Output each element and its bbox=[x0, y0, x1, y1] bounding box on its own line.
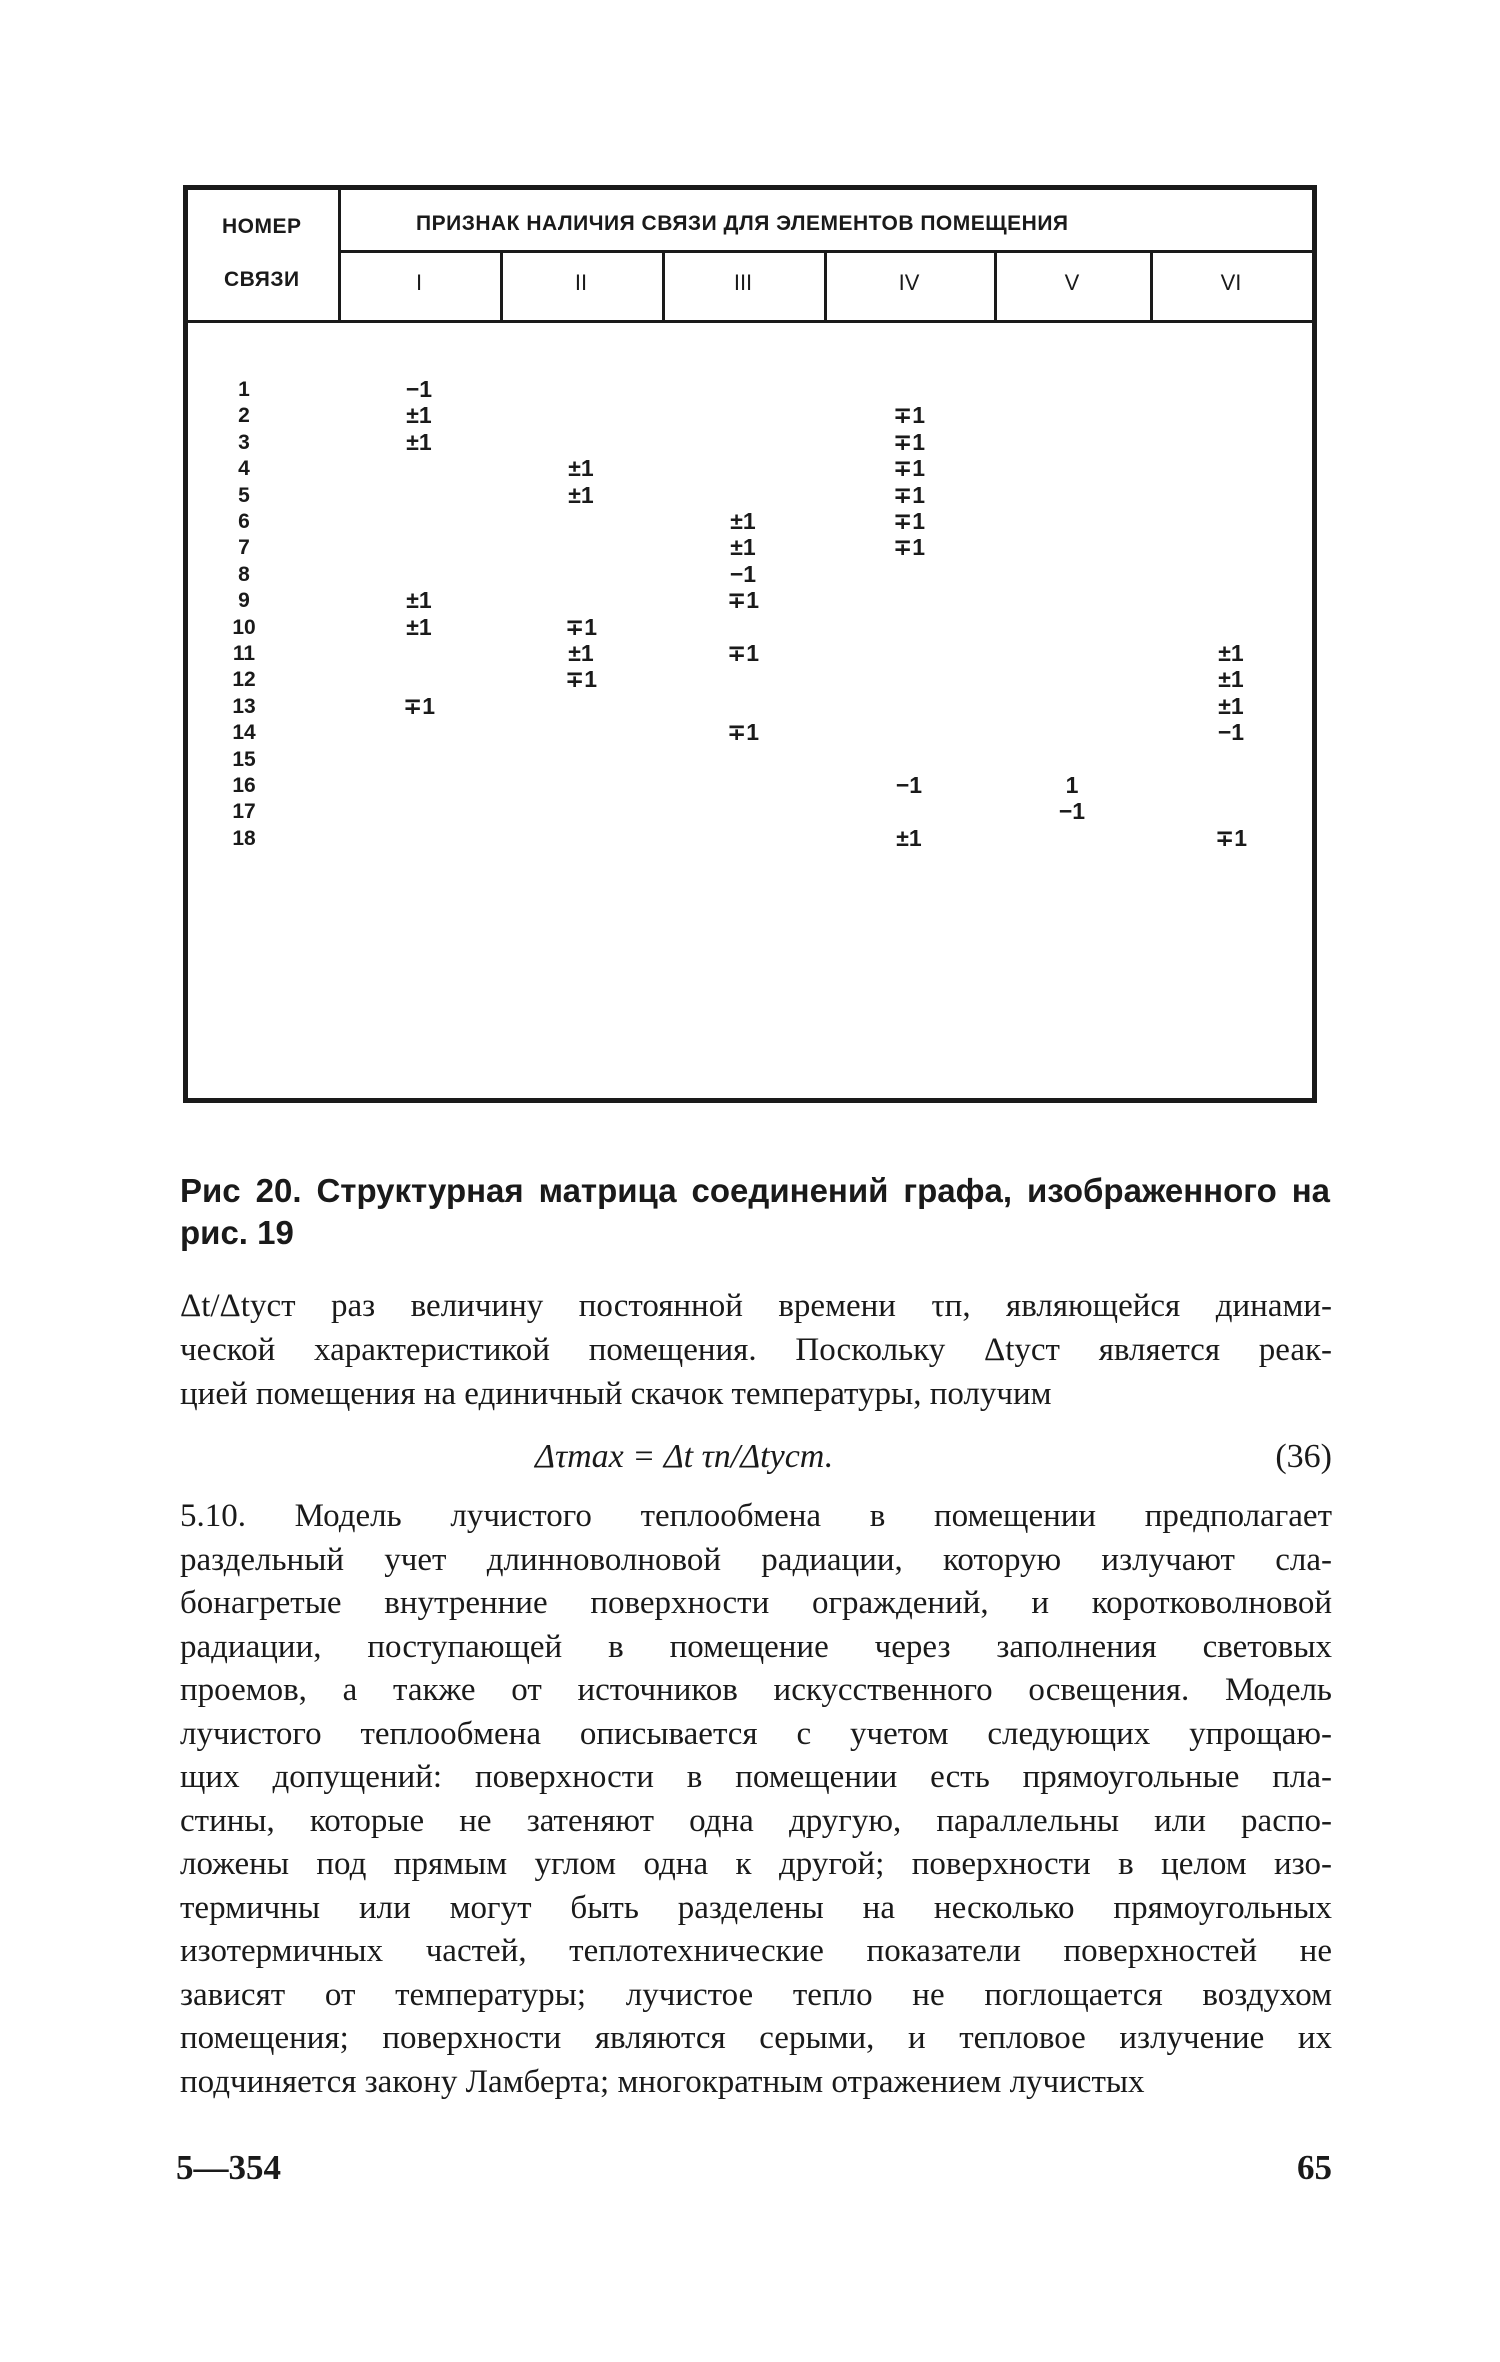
column-header: VI bbox=[1220, 270, 1242, 295]
header-main: ПРИЗНАК НАЛИЧИЯ СВЯЗИ ДЛЯ ЭЛЕМЕНТОВ ПОМЕЩЕНИЯ bbox=[416, 212, 1069, 235]
matrix-cell: ∓1 bbox=[726, 719, 760, 746]
row-number: 15 bbox=[232, 747, 256, 771]
row-number: 18 bbox=[232, 826, 256, 850]
matrix-cell: −1 bbox=[1217, 719, 1245, 746]
matrix-cell: −1 bbox=[729, 560, 757, 587]
matrix-cell: ∓1 bbox=[726, 640, 760, 666]
matrix-cell: ±1 bbox=[730, 508, 756, 534]
column-header: I bbox=[415, 270, 423, 295]
row-number: 4 bbox=[238, 457, 250, 481]
row-number: 8 bbox=[238, 562, 250, 586]
row-number: 11 bbox=[232, 642, 256, 665]
matrix-cell: ∓1 bbox=[726, 587, 760, 614]
text-line: проемов, а также от источников искусственного освещения. Модель bbox=[180, 1672, 1332, 1708]
matrix-cell: ±1 bbox=[406, 613, 432, 640]
column-header: V bbox=[1064, 270, 1080, 295]
row-number: 9 bbox=[238, 589, 250, 613]
row-number: 2 bbox=[238, 404, 250, 428]
text-line: бонагретые внутренние поверхности ограждений, и коротковолновой bbox=[180, 1585, 1332, 1621]
connection-matrix-table bbox=[183, 185, 1317, 1103]
formula-number: (36) bbox=[1275, 1438, 1332, 1475]
matrix-cell: ±1 bbox=[406, 587, 432, 614]
matrix-cell: −1 bbox=[895, 772, 923, 798]
text-line: ложены под прямым углом одна к другой; поверхности в целом изо- bbox=[180, 1846, 1332, 1882]
row-number: 3 bbox=[238, 430, 250, 454]
matrix-cell: ±1 bbox=[1218, 666, 1244, 693]
text-line: радиации, поступающей в помещение через заполнения световых bbox=[180, 1628, 1332, 1665]
column-header: III bbox=[733, 270, 753, 295]
row-number: 5 bbox=[238, 483, 250, 507]
row-number: 14 bbox=[232, 721, 256, 745]
row-number: 12 bbox=[232, 668, 256, 692]
text-line: раздельный учет длинноволновой радиации, которую излучают сла- bbox=[180, 1541, 1332, 1578]
text-line: 5.10. Модель лучистого теплообмена в помещении предполагает bbox=[180, 1498, 1332, 1534]
matrix-cell: 1 bbox=[1065, 772, 1079, 798]
text-line: лучистого теплообмена описывается с учетом следующих упрощаю- bbox=[180, 1715, 1332, 1752]
column-header: II bbox=[574, 270, 588, 295]
matrix-cell: ∓1 bbox=[564, 666, 598, 693]
text-line: зависят от температуры; лучистое тепло не поглощается воздухом bbox=[180, 1976, 1332, 2013]
row-number: 16 bbox=[232, 774, 256, 797]
matrix-cell: ±1 bbox=[568, 455, 594, 482]
matrix-cell: ∓1 bbox=[564, 613, 598, 640]
matrix-cell: −1 bbox=[405, 376, 433, 402]
text-line: термичны или могут быть разделены на несколько прямоугольных bbox=[180, 1889, 1332, 1926]
text-line: изотермичных частей, теплотехнические показатели поверхностей не bbox=[180, 1933, 1332, 1969]
header-number-line1: НОМЕР bbox=[222, 215, 302, 238]
text-line: цией помещения на единичный скачок температуры, получим bbox=[180, 1376, 1052, 1412]
matrix-cell: ±1 bbox=[568, 481, 594, 508]
matrix-cell: ±1 bbox=[730, 534, 756, 561]
row-number: 1 bbox=[238, 378, 250, 401]
page-number: 65 bbox=[1297, 2148, 1332, 2187]
text-line: помещения; поверхности являются серыми, и тепловое излучение их bbox=[180, 2020, 1332, 2056]
row-number: 13 bbox=[232, 694, 256, 718]
row-number: 6 bbox=[238, 510, 250, 533]
row-number: 7 bbox=[238, 536, 250, 560]
matrix-cell: ∓1 bbox=[402, 692, 436, 719]
matrix-cell: ±1 bbox=[568, 640, 594, 666]
row-number: 17 bbox=[232, 800, 256, 824]
matrix-cell: ∓1 bbox=[892, 428, 926, 455]
text-line: ческой характеристикой помещения. Поскольку Δtуст является реак- bbox=[180, 1332, 1332, 1368]
text-line: подчиняется закону Ламберта; многократным отражением лучистых bbox=[180, 2063, 1145, 2100]
matrix-cell: −1 bbox=[1058, 798, 1086, 825]
signature-mark: 5—354 bbox=[176, 2148, 281, 2187]
text-line: щих допущений: поверхности в помещении есть прямоугольные пла- bbox=[180, 1759, 1332, 1795]
matrix-cell: ∓1 bbox=[892, 534, 926, 561]
formula-36: Δτmax = Δt τп/Δtуст. bbox=[535, 1438, 834, 1475]
matrix-cell: ±1 bbox=[406, 402, 432, 429]
matrix-cell: ±1 bbox=[896, 824, 922, 851]
matrix-cell: ∓1 bbox=[892, 455, 926, 482]
matrix-cell: ∓1 bbox=[1214, 824, 1248, 851]
header-number-line2: СВЯЗИ bbox=[224, 268, 300, 291]
matrix-cell: ∓1 bbox=[892, 402, 926, 429]
matrix-cell: ±1 bbox=[1218, 640, 1244, 666]
matrix-cell: ±1 bbox=[1218, 692, 1244, 719]
figure-caption: Рис 20. Структурная матрица соединений графа, изображенного на рис. 19 bbox=[180, 1172, 1330, 1251]
matrix-cell: ∓1 bbox=[892, 481, 926, 508]
matrix-cell: ∓1 bbox=[892, 508, 926, 534]
text-line: Δt/Δtуст раз величину постоянной времени τп, являющейся динами- bbox=[180, 1288, 1332, 1324]
row-number: 10 bbox=[232, 615, 256, 639]
text-line: стины, которые не затеняют одна другую, параллельны или распо- bbox=[180, 1802, 1332, 1839]
matrix-cell: ±1 bbox=[406, 428, 432, 455]
column-header: IV bbox=[898, 270, 920, 295]
